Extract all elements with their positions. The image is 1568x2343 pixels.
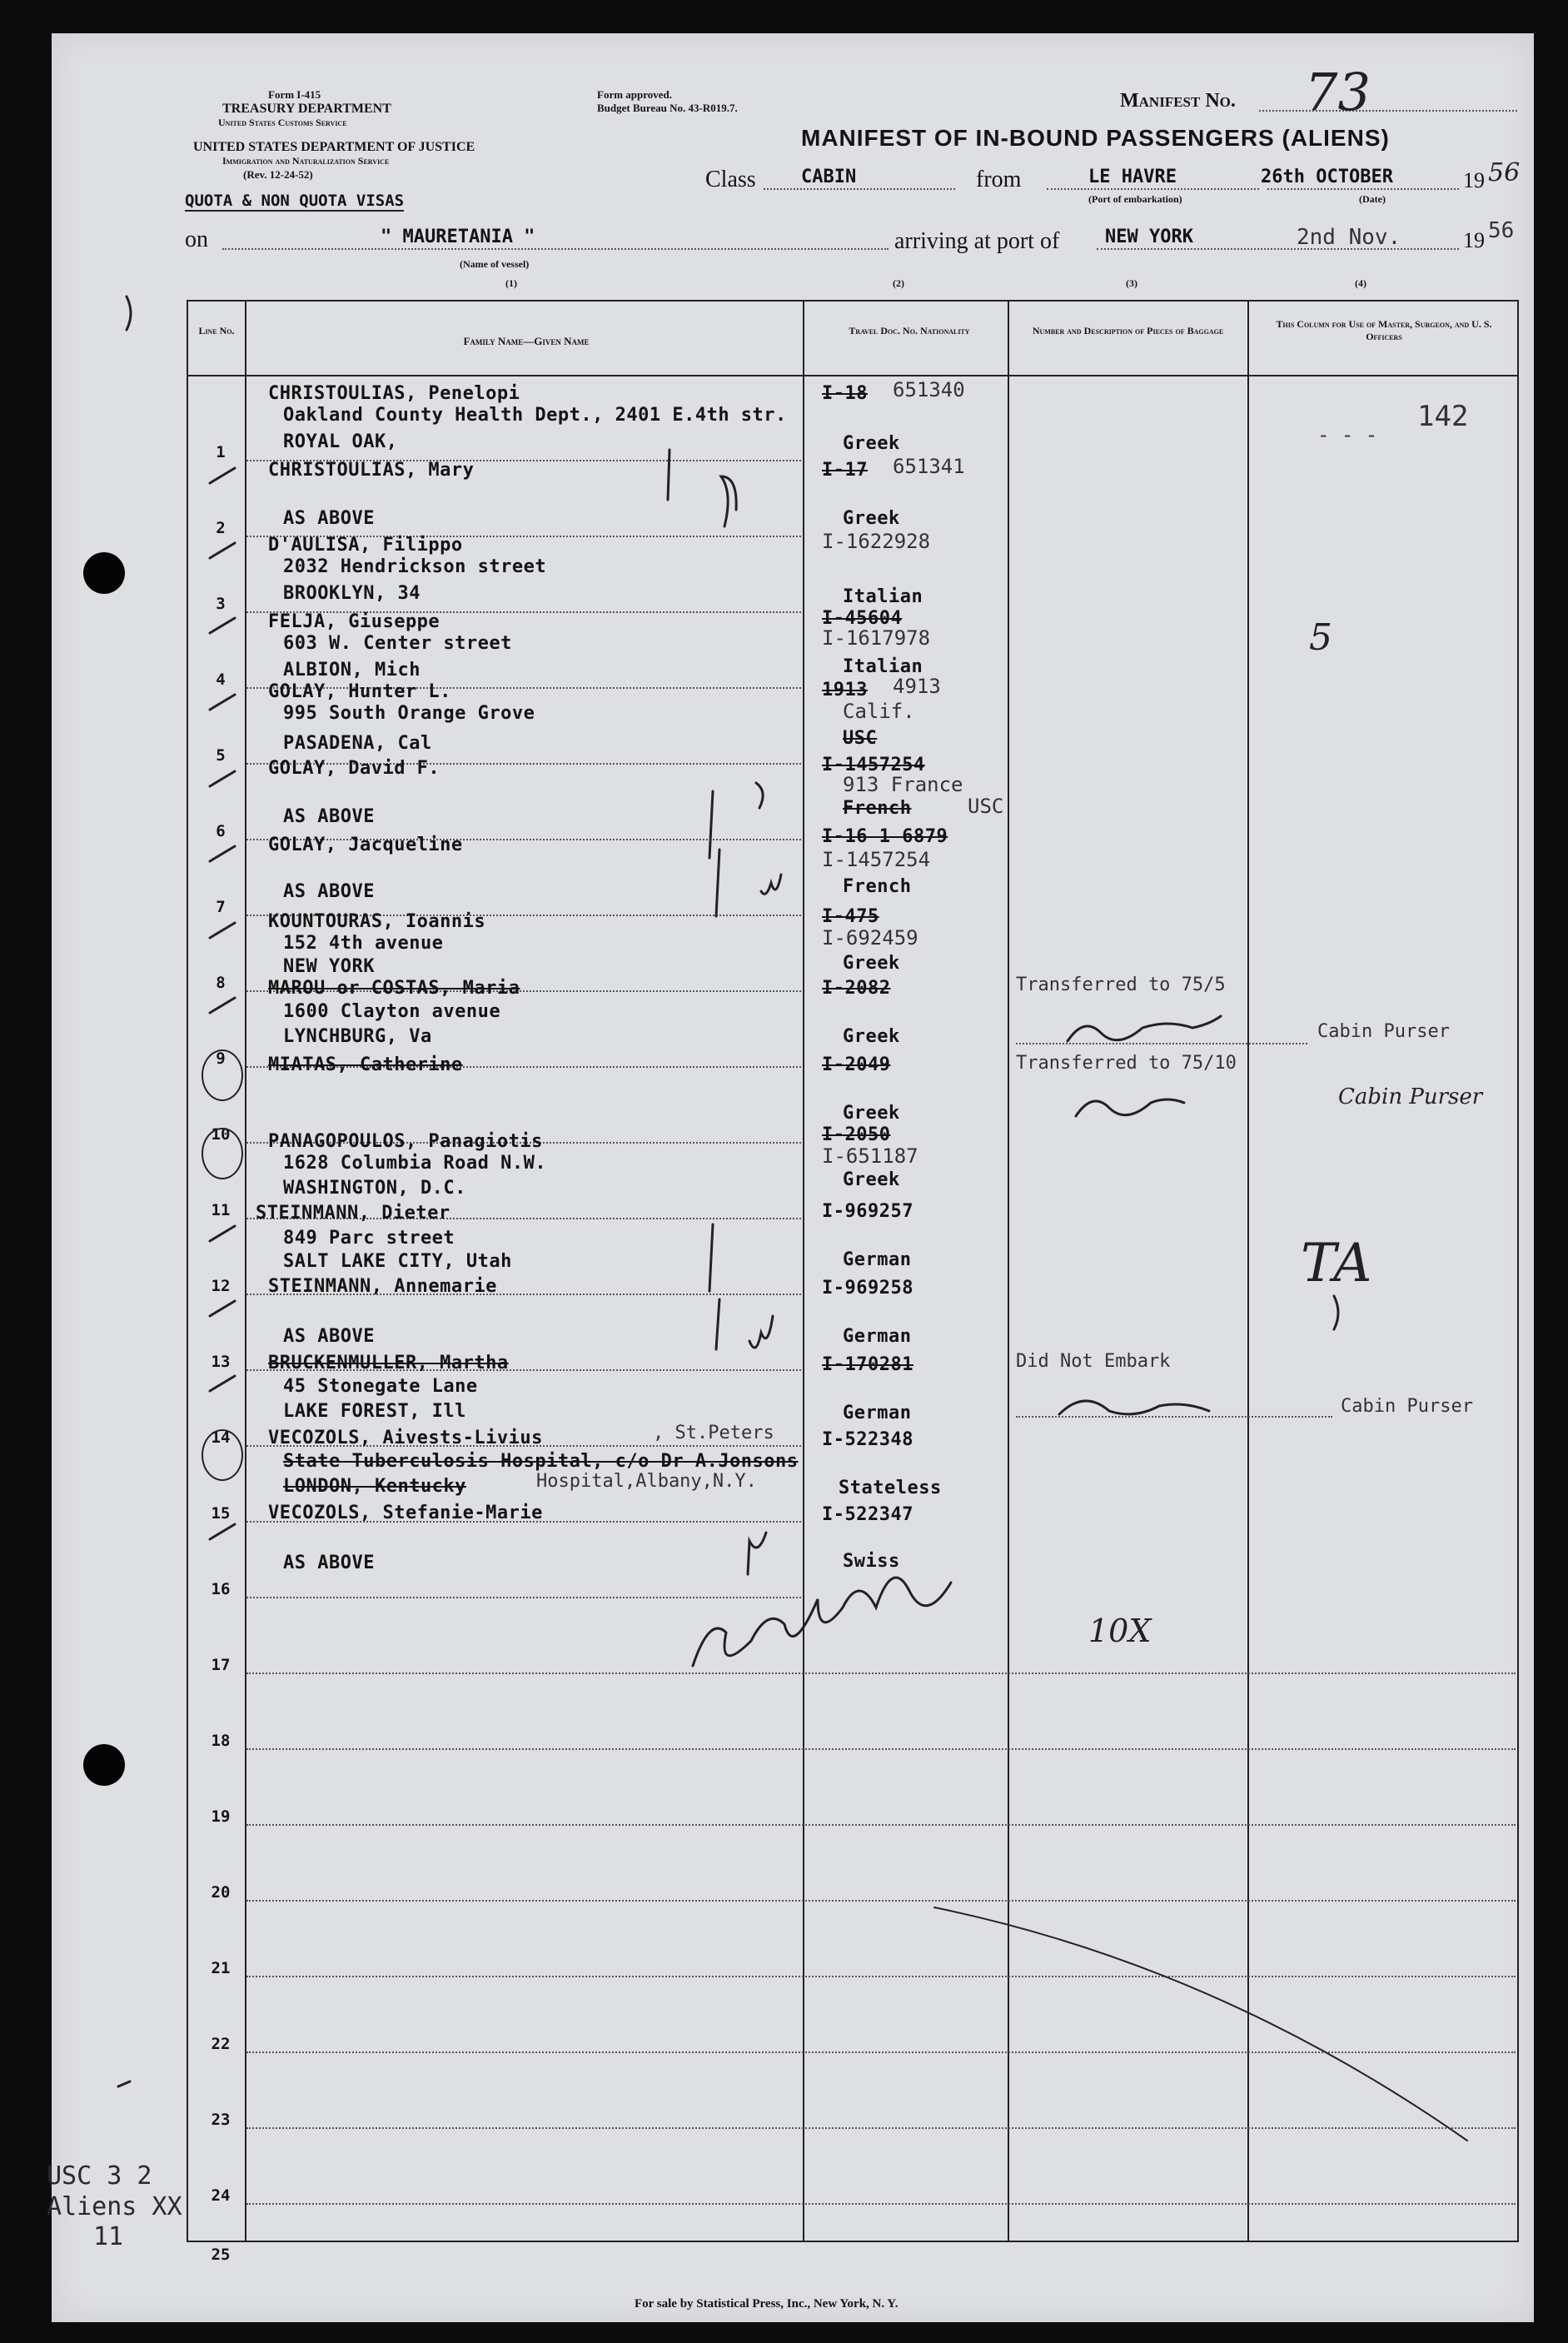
travel-doc: I-1622928 [822,530,931,553]
nationality: Greek [843,1103,900,1124]
nationality: Greek [843,1169,900,1190]
passenger-address: ALBION, Mich [283,660,421,680]
margin-note: Aliens XX [47,2192,182,2221]
line-number: 22 [211,2035,231,2053]
line-number: 16 [211,1580,231,1598]
col-num-2: (2) [893,277,904,289]
manifest-page [47,33,1534,2322]
nationality: Stateless [839,1478,942,1498]
passenger-name: PANAGOPOULOS, Panagiotis [268,1131,543,1152]
travel-doc-old: 1913 [822,680,868,700]
passenger-address: AS ABOVE [283,881,375,902]
passenger-address: SALT LAKE CITY, Utah [283,1251,512,1272]
tick-mark [210,543,235,558]
passenger-address: 603 W. Center street [283,633,512,654]
passenger-address: LYNCHBURG, Va [283,1026,432,1047]
margin-note: 11 [93,2222,124,2251]
year-prefix: 19 [1463,168,1485,192]
scribble-mark [749,1316,773,1348]
immigration-service: Immigration and Naturalization Service [222,155,390,167]
scribble-mark [1334,1296,1338,1329]
date-caption: (Date) [1359,193,1386,205]
passenger-name: MIATAS, Catherine [268,1054,463,1075]
tick-mark [210,923,235,938]
tick-mark [210,1376,235,1391]
passenger-name: KOUNTOURAS, Ioannis [268,911,486,932]
passenger-address: Oakland County Health Dept., 2401 E.4th str. [283,405,787,426]
col-header-name: Family Name—Given Name [463,335,590,347]
line-number: 4 [216,670,226,689]
form-number: Form I-415 [268,88,321,101]
line-number: 15 [211,1504,231,1523]
nationality: Italian [843,656,923,677]
tick-mark [210,468,235,483]
nationality: USC [968,795,1004,818]
tick-mark [210,1226,235,1241]
passenger-name: CHRISTOULIAS, Penelopi [268,383,520,404]
line-number: 5 [216,746,226,765]
travel-doc-old: I-475 [822,906,879,927]
travel-doc-old: I-18 [822,383,868,404]
col-num-1: (1) [505,277,517,289]
officer-note: - - - [1317,423,1378,446]
passenger-name: STEINMANN, Dieter [256,1203,450,1224]
punch-hole [83,1744,125,1786]
baggage-signoff: Cabin Purser [1338,1084,1483,1109]
line-number: 25 [211,2246,231,2264]
nationality-old: French [843,798,912,819]
passenger-address: 152 4th avenue [283,933,444,954]
vessel-caption: (Name of vessel) [460,258,530,270]
travel-doc: I-522347 [822,1504,913,1525]
treasury-department: TREASURY DEPARTMENT [222,102,391,116]
nationality: German [843,1403,912,1423]
passenger-address: ROYAL OAK, [283,431,398,452]
tick-mark [210,846,235,861]
customs-service: United States Customs Service [218,117,347,128]
passenger-address: WASHINGTON, D.C. [283,1178,466,1199]
passenger-address: State Tuberculosis Hospital, c/o Dr A.Jonsons [283,1451,799,1472]
officer-count: 142 [1417,400,1469,433]
line-number: 11 [211,1201,231,1219]
on-label: on [185,227,208,252]
port-caption: (Port of embarkation) [1088,193,1182,205]
passenger-address: 849 Parc street [283,1228,455,1249]
quota-line: QUOTA & NON QUOTA VISAS [185,192,405,210]
bracket-mark [709,791,713,858]
officer-mark: TA [1301,1233,1372,1294]
passenger-address: 1600 Clayton avenue [283,1001,501,1022]
passenger-address: LAKE FOREST, Ill [283,1401,466,1422]
line-number: 19 [211,1807,231,1826]
baggage-note: Did Not Embark [1016,1351,1171,1372]
passenger-name: GOLAY, David F. [268,758,441,779]
passenger-address: 45 Stonegate Lane [283,1376,478,1397]
passenger-address: 1628 Columbia Road N.W. [283,1153,547,1174]
bracket-mark [716,1299,719,1349]
baggage-signoff: Cabin Purser [1317,1021,1450,1042]
passenger-address: 995 South Orange Grove [283,703,535,724]
travel-doc: 651340 [893,378,965,401]
line-number: 7 [216,898,226,916]
arriving-label: arriving at port of [894,228,1060,254]
travel-doc: I-651187 [822,1144,918,1168]
passenger-name: STEINMANN, Annemarie [268,1276,497,1297]
nationality: Greek [843,433,900,454]
line-number: 6 [216,822,226,840]
col-header-officers: This Column for Use of Master, Surgeon, and U. S. Officers [1276,318,1492,342]
travel-doc-detail: Calif. [843,700,915,723]
line-number: 14 [211,1428,231,1447]
travel-doc: I-1617978 [822,626,931,650]
passenger-address: NEW YORK [283,956,375,977]
budget-bureau: Budget Bureau No. 43-R019.7. [597,102,738,114]
tick-mark [210,618,235,633]
vessel-name: " MAURETANIA " [381,227,535,247]
arrival-date: 2nd Nov. [1297,225,1401,250]
printer-credit: For sale by Statistical Press, Inc., New York, N. Y. [635,2297,898,2311]
bracket-mark [668,450,670,500]
passenger-name: FELJA, Giuseppe [268,611,441,632]
line-number: 8 [216,974,226,992]
travel-doc: 913 France [843,773,963,796]
line-number: 20 [211,1883,231,1902]
travel-doc: I-522348 [822,1429,913,1450]
manifest-no-value: 73 [1305,62,1371,122]
nationality: Greek [843,953,900,974]
passenger-address: AS ABOVE [283,1326,375,1347]
line-number: 1 [216,443,226,461]
nationality: Swiss [843,1551,900,1572]
line-number: 18 [211,1732,231,1750]
travel-doc-old: I-45604 [822,608,903,629]
col-header-travel-doc: Travel Doc. No. Nationality [849,325,970,336]
line-number: 9 [216,1049,226,1068]
passenger-address: PASADENA, Cal [283,733,432,754]
travel-doc-old: I-1457254 [822,755,925,775]
tick-mark [210,1301,235,1316]
passenger-address: LONDON, Kentucky [283,1476,466,1497]
line-number: 21 [211,1959,231,1977]
bracket-mark [709,1224,713,1291]
officer-mark: 5 [1309,616,1332,659]
nationality: German [843,1326,912,1347]
punch-hole [83,552,125,594]
tick-mark [210,1524,235,1539]
nationality: Italian [843,586,923,607]
col-header-line-no: Line No. [198,325,235,336]
passenger-address: AS ABOVE [283,508,375,529]
passenger-name: VECOZOLS, Aivests-Livius [268,1428,543,1448]
travel-doc: I-969257 [822,1201,913,1222]
nationality: Greek [843,508,900,529]
signature-scrawl [693,1578,951,1666]
closure-line [934,1907,1467,2141]
scribble-mark [761,875,781,894]
travel-doc: I-692459 [822,926,918,950]
col-num-3: (3) [1126,277,1137,289]
passenger-address: 2032 Hendrickson street [283,556,547,577]
scribble-mark [721,476,736,526]
passenger-address: AS ABOVE [283,806,375,827]
passenger-name-note: , St.Peters [653,1423,774,1443]
travel-doc: I-170281 [822,1354,913,1375]
travel-doc: I-2082 [822,978,891,999]
signature-scrawl [1068,1016,1221,1041]
baggage-scrawl: 10X [1088,1613,1152,1649]
line-number: 13 [211,1353,231,1371]
margin-note: USC 3 2 [47,2161,152,2191]
passenger-address-correction: Hospital,Albany,N.Y. [536,1471,757,1492]
passenger-name: GOLAY, Jacqueline [268,835,463,855]
travel-doc: I-1457254 [822,848,931,871]
passenger-name: VECOZOLS, Stefanie-Marie [268,1503,543,1523]
arrival-port: NEW YORK [1105,227,1193,247]
embarkation-date: 26th OCTOBER [1261,167,1393,187]
class-value: CABIN [801,167,857,187]
bracket-mark [716,850,719,916]
tick-mark [210,771,235,786]
line-number: 24 [211,2186,231,2205]
arrival-year-prefix: 19 [1463,228,1485,252]
travel-doc: I-969258 [822,1278,913,1299]
passenger-address: AS ABOVE [283,1553,375,1573]
line-number: 3 [216,595,226,613]
baggage-note: Transferred to 75/5 [1016,975,1226,995]
line-number: 23 [211,2111,231,2129]
arrival-year: 56 [1488,218,1515,243]
tick-mark [210,695,235,710]
scribble-mark [756,783,763,808]
embarkation-port: LE HAVRE [1088,167,1177,187]
signature-scrawl [1076,1099,1184,1116]
col-num-4: (4) [1355,277,1366,289]
travel-doc: 4913 [893,675,941,698]
line-number: 17 [211,1656,231,1674]
col-header-baggage: Number and Description of Pieces of Baggage [1032,325,1224,336]
margin-mark [127,297,131,330]
passenger-name: CHRISTOULIAS, Mary [268,460,475,481]
travel-doc: I-2049 [822,1054,891,1075]
tick-mark [210,998,235,1013]
travel-doc: 651341 [893,455,965,478]
passenger-name: BRUCKENMULLER, Martha [268,1353,509,1373]
nationality: USC [843,728,878,749]
passenger-name: MAROU or COSTAS, Maria [268,978,520,999]
travel-doc-old: I-17 [822,460,868,481]
travel-doc-old: I-2050 [822,1124,891,1145]
from-label: from [976,167,1022,192]
embarkation-year: 56 [1488,158,1521,187]
nationality: German [843,1249,912,1270]
baggage-signoff: Cabin Purser [1341,1396,1473,1417]
baggage-note: Transferred to 75/10 [1016,1053,1237,1074]
class-label: Class [705,167,756,192]
travel-doc-old: I-16 1 6879 [822,826,948,847]
passenger-address: BROOKLYN, 34 [283,583,421,604]
passenger-name: GOLAY, Hunter L. [268,681,451,702]
passenger-name: D'AULISA, Filippo [268,535,463,556]
manifest-title: MANIFEST OF IN-BOUND PASSENGERS (ALIENS) [801,125,1390,151]
line-number: 10 [211,1125,231,1144]
form-approved: Form approved. [597,88,673,101]
signature-scrawl [1059,1401,1209,1414]
nationality: Greek [843,1026,900,1047]
line-number: 2 [216,519,226,537]
line-number: 12 [211,1277,231,1295]
handwriting-overlay [52,33,1534,2322]
nationality: French [843,876,912,897]
revision-date: (Rev. 12-24-52) [243,168,313,181]
justice-department: UNITED STATES DEPARTMENT OF JUSTICE [193,140,475,154]
margin-mark [118,2081,130,2086]
scribble-mark [748,1533,766,1574]
manifest-no-label: Manifest No. [1120,90,1236,112]
